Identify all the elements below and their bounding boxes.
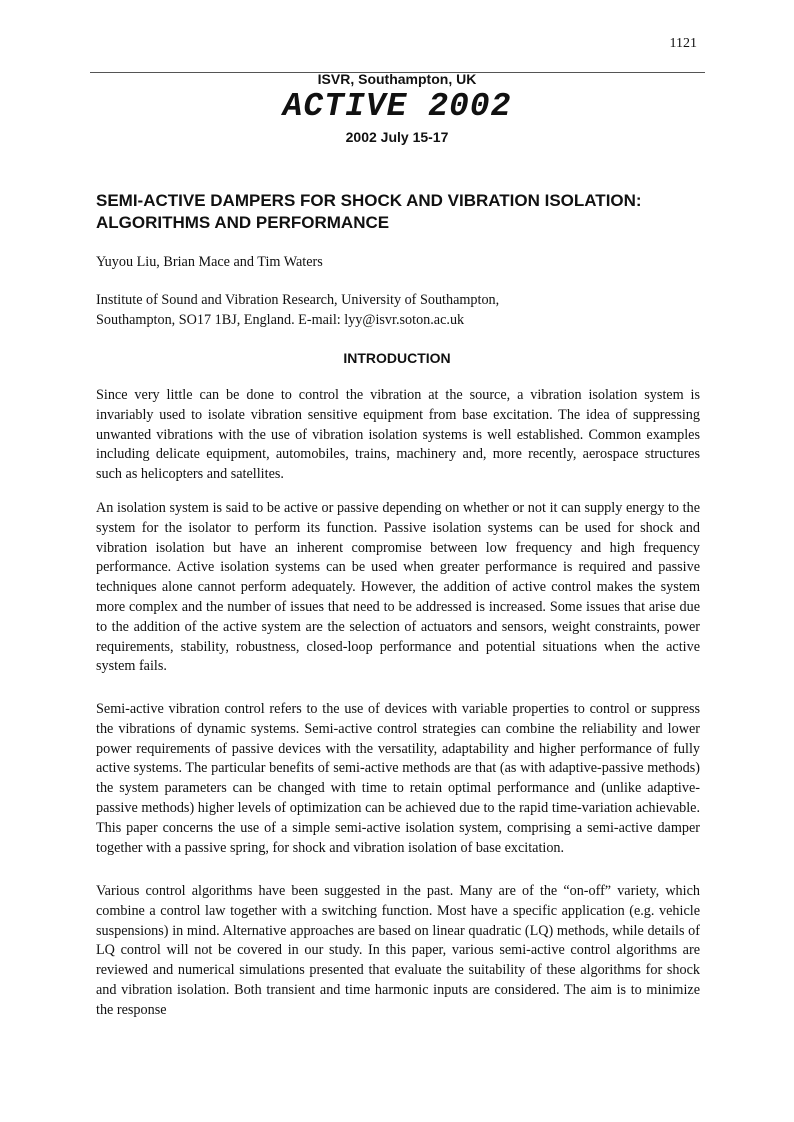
body-paragraph: Semi-active vibration control refers to the use of devices with variable properties to control or suppress the vibrations of dynamic systems. Semi-active control strategies can combine the reliability and lower power requirements of passive devices with the versatility, adaptability and higher performance of fully active systems. The particular benefits of semi-active methods are that (as with adaptive-passive methods) the system parameters can be changed with time to retain optimal performance and (unlike adaptive-passive methods) higher levels of optimization can be achieved due to the rapid time-variation achievable. This paper concerns the use of a simple semi-active isolation system, comprising a semi-active damper together with a passive spring, for shock and vibration isolation of base excitation. <box>96 701 700 856</box>
conference-dates: 2002 July 15-17 <box>345 129 449 145</box>
conference-location: ISVR, Southampton, UK <box>317 71 477 87</box>
affiliation-line-1: Institute of Sound and Vibration Research, University of Southampton, <box>96 292 500 308</box>
author-list: Yuyou Liu, Brian Mace and Tim Waters <box>96 254 323 270</box>
body-paragraph: An isolation system is said to be active or passive depending on whether or not it can supply energy to the system for the isolator to perform its function. Passive isolation systems can be used for shock and vibration isolation but have an inherent compromise between low frequency and high frequency performance. Active isolation systems can be used when greater performance is required and passive techniques alone cannot perform adequately. However, the addition of active control makes the system more complex and the number of issues that need to be addressed is increased. Some issues that arise due to the addition of the active system are the selection of actuators and sensors, weight constraints, power requirements, stability, robustness, closed-loop performance and potential situations when the active system fails. <box>96 500 700 675</box>
body-paragraph: Various control algorithms have been suggested in the past. Many are of the “on-off” variety, which combine a control law together with a switching function. Most have a specific application (e.g. vehicle suspensions) in mind. Alternative approaches are based on linear quadratic (LQ) methods, while details of LQ control will not be covered in our study. In this paper, various semi-active control algorithms are reviewed and numerical simulations presented that evaluate the suitability of these algorithms for shock and vibration isolation. Both transient and time harmonic inputs are considered. The aim is to minimize the response <box>96 883 700 1018</box>
page-number: 1121 <box>669 36 697 51</box>
paper-title: SEMI-ACTIVE DAMPERS FOR SHOCK AND VIBRATION ISOLATION: ALGORITHMS AND PERFORMANCE <box>96 191 642 232</box>
body-paragraph: Since very little can be done to control the vibration at the source, a vibration isolation system is invariably used to isolate vibration sensitive equipment from base excitation. The idea of suppressing unwanted vibrations with the use of vibration isolation systems is well established. Common examples including delicate equipment, automobiles, trains, machinery and, more recently, aerospace structures such as helicopters and satellites. <box>96 387 700 483</box>
affiliation <box>96 291 499 331</box>
affiliation-line-2: Southampton, SO17 1BJ, England. E-mail: lyy@isvr.soton.ac.uk <box>96 311 465 328</box>
section-heading-introduction: INTRODUCTION <box>343 350 451 366</box>
conference-name: ACTIVE 2002 <box>282 88 512 125</box>
